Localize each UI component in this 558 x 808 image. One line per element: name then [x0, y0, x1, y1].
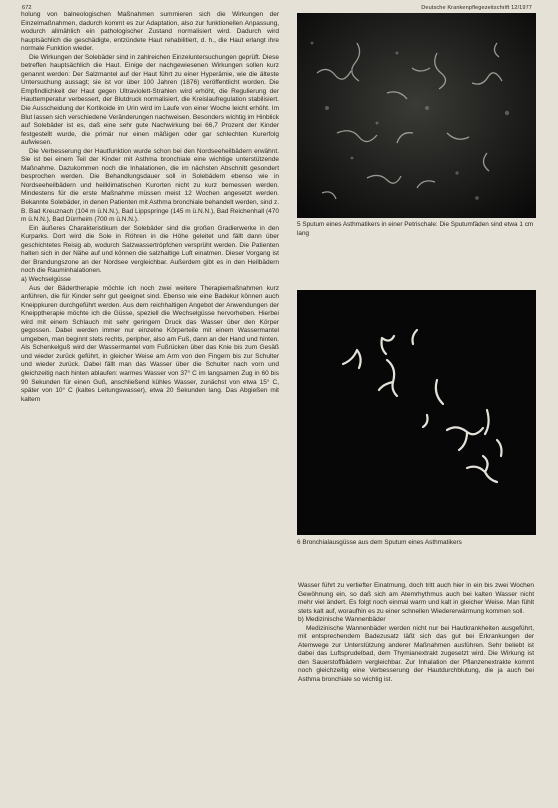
journal-title: Deutsche Krankenpflegezeitschrift 12/1977: [421, 5, 532, 11]
paragraph: Aus der Bädertherapie möchte ich noch zwei weitere Therapiemaßnahmen kurz anführen, die für Kinder sehr gut geeignet sind. Ebenso wie eine Badekur können auch Kneippkuren durchgeführt werden. Aus dem reichhaltigen Angebot der Anwendungen der Kneipptherapie möchte ich die Güsse, speziell die Wechselgüsse hervorheben. Hierbei wird mit einem Schlauch mit sehr geringem Druck das Wasser über den Körper gegossen. Dabei werden immer nur einzelne Körperteile mit einem Wassermantel umgeben, man beginnt stets rechts, peripher, also am Fuß, dann an der Hand und hinten. Als Schenkelguß wird der Wassermantel vom Fußrücken über das Knie bis zum Gesäß und wieder zurück geführt, in gleicher Weise am Arm von den Fingern bis zur Schulter und wieder zurück. Dabei fällt man das Wasser über die Schulter nach vorn und gleichzeitig nach hinten ablaufen: warmes Wasser von 37° C im langsamen Zug in 60 bis 90 Sekunden für einen Guß, anschließend kühles Wasser, zunächst von etwa 15° C, später von 10° C (kaltes Leitungswasser), etwa 20 Sekunden lang. Das Abgießen mit kaltem: [21, 284, 279, 403]
page-number: 672: [22, 5, 32, 11]
figure-5-caption: 5 Sputum eines Asthmatikers in einer Petrischale: Die Sputumfäden sind etwa 1 cm lang: [297, 221, 534, 237]
figure-6-caption: 6 Bronchialausgüsse aus dem Sputum eines Asthmatikers: [297, 539, 462, 546]
paragraph: Die Wirkungen der Solebäder sind in zahlreichen Einzeluntersuchungen geprüft. Diese betreffen hauptsächlich die Haut. Einige der nachgewiesenen Wirkungen sollen kurz genannt werden: Der Salzmantel auf der Haut führt zu einer Hyperämie, wie die älteste Untersuchung aussagt; sie ist vor über 100 Jahren (1876) veröffentlicht worden. Die Empfindlichkeit der Haut gegen Ultraviolett-Strahlen wird erhöht, die Regulierung der Hauttemperatur verbessert, der Blutdruck normalisiert, die Kreislaufregulation stabilisiert. Die Ausscheidung der Kortikoide im Urin wird im Laufe von einer Woche leicht erhöht. Im Blut lassen sich verschiedene Veränderungen nachweisen. Besonders wichtig im Hinblick auf Solebäder ist es, daß eine sehr gute Nachwirkung bei 66,7 Prozent der Kinder festgestellt wurde, die primär nur einen mäßigen oder gar schlechten Kurerfolg aufwiesen.: [21, 53, 279, 147]
sputum-photo: [297, 13, 536, 218]
paragraph: holung von balneologischen Maßnahmen summieren sich die Wirkungen der Einzelmaßnahmen, dadurch kommt es zur Adaptation, also zur funktionellen Anpassung, wodurch allmählich ein pathologischer Zustand normalisiert wird. Dadurch wird hauptsächlich die geschädigte, entzündete Haut rehabilitiert, d. h., die Haut erlangt ihre normale Funktion wieder.: [21, 11, 279, 53]
paragraph: Ein äußeres Charakteristikum der Solebäder sind die großen Gradierwerke in den Kurparks. Dort wird die Sole in Röhren in die Höhe geleitet und fällt dann über geschichtetes Reisig ab, wodurch Salzwassertröpfchen versprüht werden. Die Patienten halten sich in der Nähe auf und können die salzhaltige Luft einatmen. Dieser Vorgang ist der Brandungszone an der Nordsee vergleichbar. Außerdem gibt es in den Heilbädern noch die Rauminhalationen.: [21, 224, 279, 275]
paragraph: Wasser führt zu vertiefter Einatmung, doch tritt auch hier in ein bis zwei Wochen Gewöhnung ein, so daß sich am Atemrhythmus auch bei kalten Wasser nicht mehr viel ändert. Es folgt noch einmal warm und kalt in gleicher Weise. Man fühlt stets kalt auf, woraufhin es zu einer schnellen Wiedererwärmung kommen soll.: [298, 582, 534, 615]
right-column: [298, 582, 534, 685]
section-heading-b: b) Medizinische Wannenbäder: [298, 616, 386, 624]
paragraph: Die Verbesserung der Hautfunktion wurde schon bei den Nordseeheilbädern erwähnt. Sie ist bei einem Teil der Kinder mit Asthma bronchiale eine wichtige unterstützende Maßnahme. Dazukommen noch die Inhalationen, die im nächsten Abschnitt gesondert besprochen werden. Die Behandlungsdauer soll in Solebädern ebenso wie in Nordseeheilbädern und heilklimatischen Kurorten nicht zu kurz bemessen werden. Mindestens für die erste Maßnahme müssen meist 12 Wochen angesetzt werden. Bekannte Solebäder, in denen Patienten mit Asthma bronchiale behandelt werden, sind z. B. Bad Kreuznach (104 m ü.N.N.), Bad Lippspringe (145 m ü.N.N.), Bad Reichenhall (470 m ü.N.N.), Bad Dürrheim (700 m ü.N.N.).: [21, 147, 280, 224]
section-heading-a: a) Wechselgüsse: [21, 275, 71, 283]
bronchial-casts-photo: [297, 290, 536, 535]
paragraph: Medizinische Wannenbäder werden nicht nur bei Hautkrankheiten ausgeführt, mit entsprechendem Badezusatz läßt sich das gut bei Erkrankungen der Atemwege zur Unterstützung anderer Maßnahmen ausführen. Sehr beliebt ist dabei das Luftsprudelbad, dem Thymianextrakt zugesetzt wird. Die Wirkung ist den Sauerstoffbädern vergleichbar. Zur Inhalation der Pflanzenextrakte kommt noch gleichzeitig eine Verbesserung der Hautdurchblutung, die ja auch bei Asthma bronchiale so wichtig ist.: [298, 624, 534, 684]
left-column: [21, 11, 279, 404]
